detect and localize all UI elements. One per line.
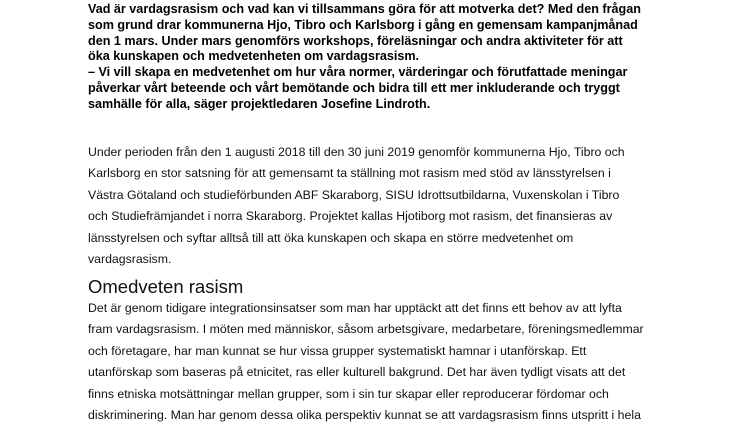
body-line: Västra Götaland och studieförbunden ABF Skaraborg, SISU Idrottsutbildarna, Vuxenskolan i Tibro [88,187,620,202]
body-line: Karlsborg en stor satsning för att gemensamt ta ställning mot rasism med stöd av länsstyrelsen i [88,166,611,181]
intro-paragraph [88,2,708,113]
body-line: finns etniska motsättningar mellan grupper, som i sin tur skapar eller reproducerar fördomar och [88,386,609,401]
intro-line: – Vi vill skapa en medvetenhet om hur våra normer, värderingar och förutfattade meningar [88,65,628,80]
intro-line: påverkar vårt beteende och vårt bemötande och bidra till ett mer inkluderande och tryggt [88,80,620,95]
section-heading: Omedveten rasism [88,276,244,297]
intro-line: samhälle för alla, säger projektledaren Josefine Lindroth. [88,96,431,111]
body-line: Det är genom tidigare integrationsinsatser som man har upptäckt att det finns ett behov av att lyfta [88,301,622,315]
body-line: diskriminering. Man har genom dessa olika perspektiv kunnat se att vardagsrasism finns utspritt i hela [88,408,641,423]
body-line: vardagsrasism. [88,252,172,267]
body-line: utanförskap som baseras på etnicitet, ras eller kulturell bakgrund. Det har även tydligt visats att det [88,365,626,380]
body-line: och företagare, har man kunnat se hur vissa grupper systematiskt hamnar i utanförskap. Ett [88,343,587,358]
body-line: Under perioden från den 1 augusti 2018 till den 30 juni 2019 genomför kommunerna Hjo, Tibro och [88,145,625,159]
intro-line: som grund drar kommunerna Hjo, Tibro och Karlsborg i gång en gemensam kampanjmånad [88,17,638,32]
body-paragraph-1 [88,142,688,270]
body-line: och Studiefrämjandet i norra Skaraborg. Projektet kallas Hjotiborg mot rasism, det finansieras av [88,209,613,224]
intro-line: öka kunskapen och medvetenheten om vardagsrasism. [88,49,420,64]
body-line: länsstyrelsen och syftar alltså till att öka kunskapen och skapa en större medvetenhet om [88,230,574,245]
intro-line: Vad är vardagsrasism och vad kan vi tillsammans göra för att motverka det? Med den frågan [88,2,641,16]
body-paragraph-2 [88,298,688,426]
intro-line: den 1 mars. Under mars genomförs workshops, föreläsningar och andra aktiviteter för att [88,33,623,48]
body-line: fram vardagsrasism. I möten med människor, såsom arbetsgivare, medarbetare, föreningsmedlemmar [88,322,644,337]
